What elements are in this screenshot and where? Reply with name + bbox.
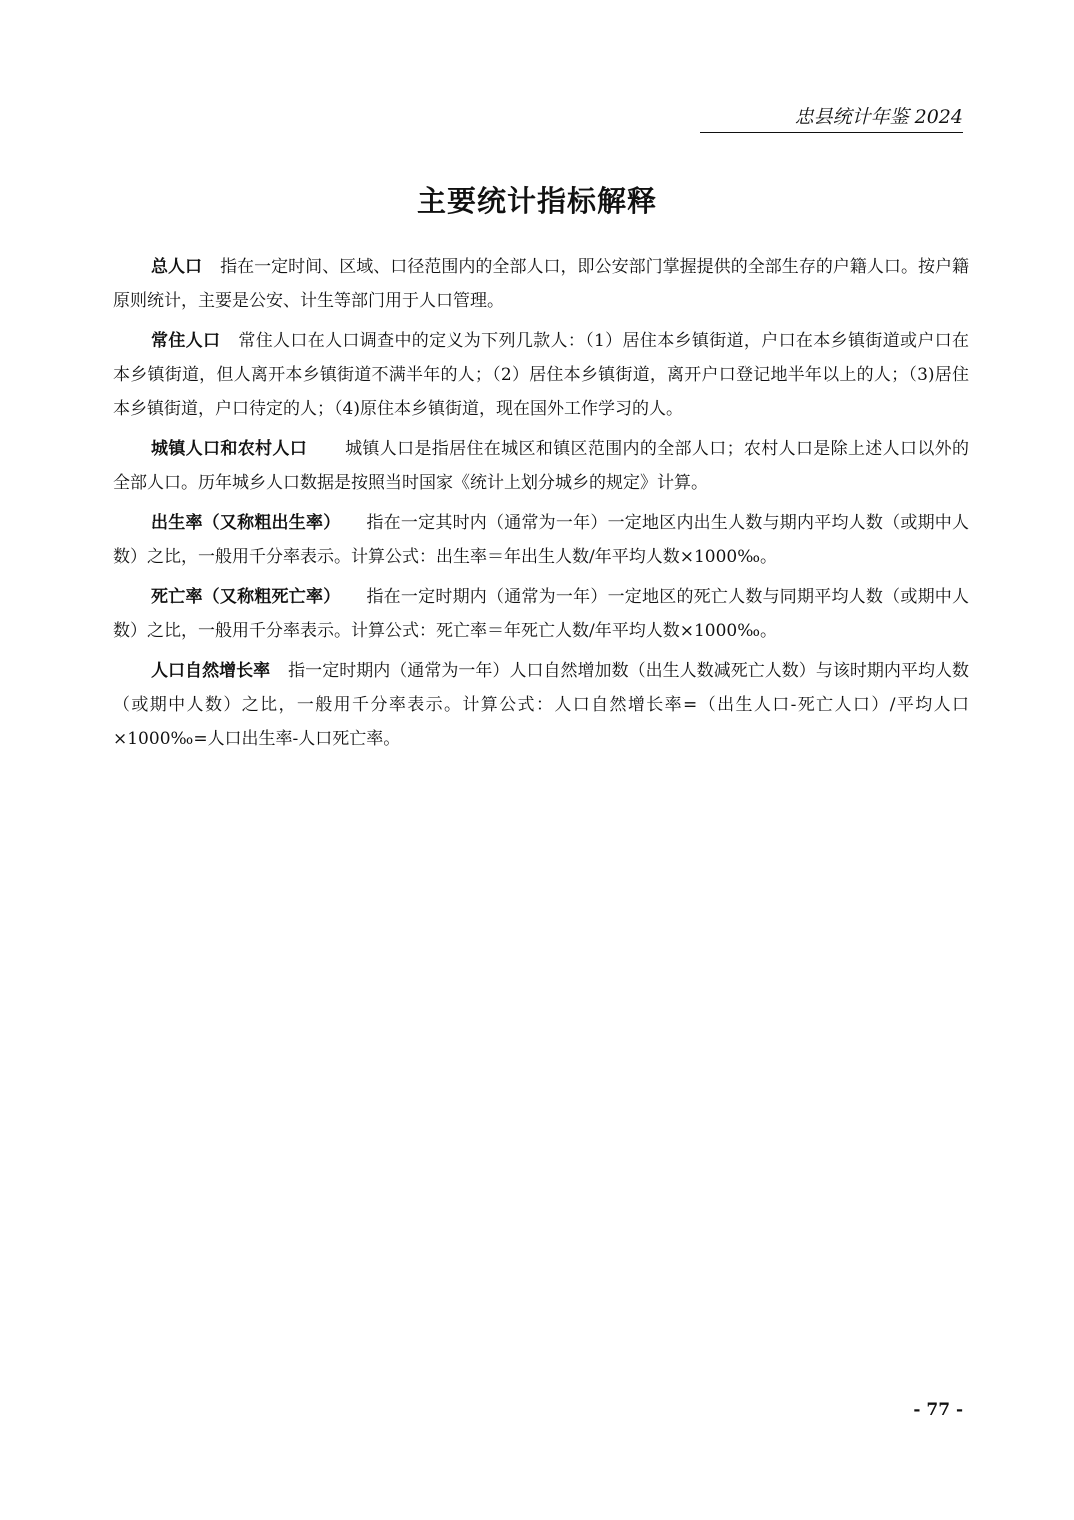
definitions-list — [113, 250, 969, 762]
definition-term: 人口自然增长率 — [151, 661, 271, 681]
definition-text: 指在一定其时内（通常为一年）一定地区内出生人数与期内平均人数（或期中人数）之比，一般用千分率表示。计算公式：出生率＝年出生人数/年平均人数×1000‰。 — [113, 513, 970, 567]
definition-entry-natural-growth-rate — [113, 654, 969, 756]
definition-text: 指在一定时间、区域、口径范围内的全部人口，即公安部门掌握提供的全部生存的户籍人口。按户籍原则统计，主要是公安、计生等部门用于人口管理。 — [113, 257, 970, 311]
definition-entry-total-population — [113, 250, 969, 318]
definition-entry-urban-rural-population — [113, 432, 969, 500]
definition-term: 死亡率（又称粗死亡率） — [151, 587, 341, 607]
definition-entry-resident-population — [113, 324, 969, 426]
definition-term: 常住人口 — [151, 331, 221, 351]
definition-term: 总人口 — [151, 257, 203, 277]
definition-text: 指一定时期内（通常为一年）人口自然增加数（出生人数减死亡人数）与该时期内平均人数（或期中人数）之比，一般用千分率表示。计算公式：人口自然增长率=（出生人口-死亡人口）/平均人口×1000‰=人口出生率-人口死亡率。 — [113, 661, 970, 749]
page-title: 主要统计指标解释 — [416, 184, 657, 219]
definition-text: 常住人口在人口调查中的定义为下列几款人：（1）居住本乡镇街道，户口在本乡镇街道或户口在本乡镇街道，但人离开本乡镇街道不满半年的人；（2）居住本乡镇街道，离开户口登记地半年以上的人；（3)居住本乡镇街道，户口待定的人；（4)原住本乡镇街道，现在国外工作学习的人。 — [113, 331, 969, 419]
definition-text: 城镇人口是指居住在城区和镇区范围内的全部人口；农村人口是除上述人口以外的全部人口。历年城乡人口数据是按照当时国家《统计上划分城乡的规定》计算。 — [113, 439, 970, 493]
definition-entry-birth-rate — [113, 506, 969, 574]
page-number: - 77 - — [913, 1400, 963, 1420]
definition-term: 出生率（又称粗出生率） — [151, 513, 341, 533]
definition-text: 指在一定时期内（通常为一年）一定地区的死亡人数与同期平均人数（或期中人数）之比，一般用千分率表示。计算公式：死亡率＝年死亡人数/年平均人数×1000‰。 — [113, 587, 970, 641]
definition-entry-death-rate — [113, 580, 969, 648]
definition-term: 城镇人口和农村人口 — [151, 439, 308, 459]
running-header: 忠县统计年鉴 2024 — [700, 104, 963, 133]
